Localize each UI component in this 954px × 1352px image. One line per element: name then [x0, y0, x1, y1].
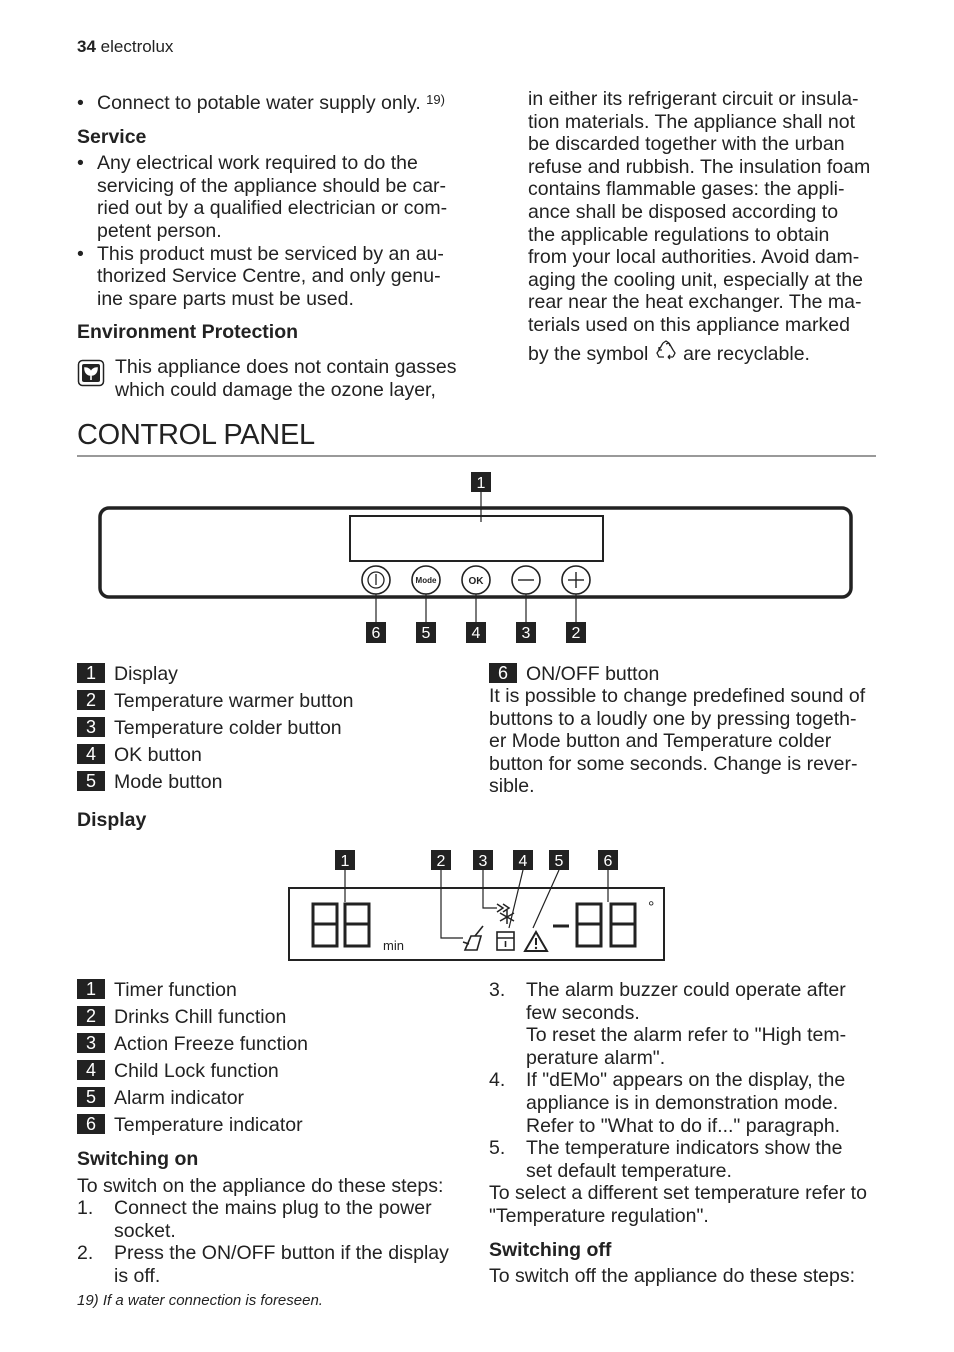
switching-on-heading: Switching on	[77, 1148, 199, 1170]
sound-note: It is possible to change predefined sound of buttons to a loudly one by pressing togeth- er Mode button and Temperature colder button for some seconds. Change is rever- sible.	[489, 685, 866, 798]
display-legend	[77, 977, 308, 1139]
minus-button[interactable]	[512, 566, 540, 594]
degree-sign: °	[648, 899, 655, 916]
panel-label-4	[466, 622, 486, 643]
footnote-ref: 19)	[426, 92, 445, 107]
environment-icon	[77, 359, 105, 387]
plus-button[interactable]	[562, 566, 590, 594]
environment-heading: Environment Protection	[77, 321, 299, 344]
legend-item: 1 Display	[77, 661, 354, 688]
legend-item: 3 Temperature colder button	[77, 715, 354, 742]
right-steps: 3. The alarm buzzer could operate after few seconds. To reset the alarm refer to "High tem- perature alarm". 4. If "dEMo" appears on the display, the appliance is in demonstration mode. Refer to "What to do if..." paragraph. 5. The temperature indicators show the set default temperature. To select a different set temperature refer to "Temperature regulation". Switching off To switch off the appliance do these steps:	[489, 979, 889, 1288]
svg-text:4: 4	[471, 625, 481, 642]
legend-item: 2 Temperature warmer button	[77, 688, 354, 715]
display-labels	[335, 850, 618, 870]
legend-item: 4 Child Lock function	[77, 1058, 308, 1085]
panel-legend-left	[77, 661, 354, 796]
recycle-icon	[654, 339, 678, 363]
step-3: 3. The alarm buzzer could operate after few seconds. To reset the alarm refer to "High tem- perature alarm".	[489, 979, 847, 1069]
svg-text:2: 2	[436, 853, 446, 870]
svg-text:6: 6	[603, 853, 613, 870]
svg-text:5: 5	[554, 853, 564, 870]
ok-icon	[469, 576, 485, 587]
legend-item: 5 Alarm indicator	[77, 1085, 308, 1112]
section-divider	[77, 455, 876, 457]
footnote: 19) If a water connection is foreseen.	[77, 1292, 323, 1309]
panel-legend-right	[489, 661, 889, 798]
svg-text:Mode: Mode	[415, 576, 437, 585]
panel-label-2	[566, 622, 586, 643]
svg-text:6: 6	[371, 625, 381, 642]
legend-item: 3 Action Freeze function	[77, 1031, 308, 1058]
environment-note: This appliance does not contain gasses which could damage the ozone layer,	[77, 356, 477, 401]
panel-label-6	[366, 622, 386, 643]
step-2: 2. Press the ON/OFF button if the display is off.	[77, 1242, 449, 1287]
svg-text:3: 3	[478, 853, 488, 870]
child-lock-icon	[497, 932, 514, 950]
service-bullet-2: • This product must be serviced by an au- thorized Service Centre, and only genu- ine spare parts must be used.	[77, 243, 477, 311]
svg-text:OK: OK	[468, 576, 484, 587]
switching-off-heading: Switching off	[489, 1238, 612, 1261]
switching-off-intro: To switch off the appliance do these steps:	[489, 1265, 856, 1288]
legend-item: 5 Mode button	[77, 769, 354, 796]
service-bullet-1: • Any electrical work required to do the servicing of the appliance should be car- ried out by a qualified electrician or com- petent person.	[77, 152, 477, 242]
panel-label-1: 1	[476, 475, 486, 492]
switching-on-section	[77, 1148, 477, 1288]
display-heading: Display	[77, 809, 147, 831]
mode-button[interactable]	[412, 566, 440, 594]
action-freeze-icon	[497, 904, 514, 924]
mode-icon	[416, 576, 437, 585]
legend-item: 4 OK button	[77, 742, 354, 769]
svg-text:5: 5	[421, 625, 431, 642]
temperature-note: To select a different set temperature refer to	[489, 1182, 867, 1205]
temperature-digits	[553, 904, 635, 946]
step-4: 4. If "dEMo" appears on the display, the appliance is in demonstration mode. Refer to "What to do if..." paragraph.	[489, 1069, 846, 1137]
display-diagram	[285, 846, 670, 966]
switching-on-intro: To switch on the appliance do these steps:	[77, 1174, 444, 1197]
brand-name: electrolux	[100, 37, 174, 56]
legend-item: 6 ON/OFF button	[489, 661, 889, 685]
svg-text:4: 4	[518, 853, 528, 870]
step-1: 1. Connect the mains plug to the power socket.	[77, 1197, 432, 1242]
alarm-icon	[525, 932, 547, 951]
panel-display-window	[350, 516, 603, 561]
ok-button[interactable]	[462, 566, 490, 594]
right-column: in either its refrigerant circuit or insula- tion materials. The appliance shall not be discarded together with the urban refuse and rubbish. The insulation foam contains flammable gases: the appli- ance shall be disposed according to the applicable regulations to obtain from your local authorities. Avoid dam- aging the cooling unit, especially at the rear near the heat exchanger. The ma- terials used on this appliance marked by the symbol are recyclable.	[528, 88, 871, 365]
power-button[interactable]	[362, 566, 390, 594]
service-heading: Service	[77, 125, 147, 148]
page-header	[77, 37, 173, 57]
svg-text:2: 2	[571, 625, 581, 642]
step-5: 5. The temperature indicators show the set default temperature.	[489, 1137, 843, 1182]
panel-label-3	[516, 622, 536, 643]
svg-text:3: 3	[521, 625, 531, 642]
panel-label-5	[416, 622, 436, 643]
section-title: CONTROL PANEL	[77, 419, 315, 451]
legend-item: 2 Drinks Chill function	[77, 1004, 308, 1031]
drinks-chill-icon	[463, 926, 483, 950]
legend-item: 1 Timer function	[77, 977, 308, 1004]
bullet-potable: • Connect to potable water supply only. $^{19)}$	[77, 92, 477, 115]
left-column	[77, 92, 477, 401]
timer-digits	[313, 904, 369, 946]
min-unit: min	[383, 938, 404, 953]
control-panel-diagram	[95, 468, 860, 650]
page-number: 34	[77, 37, 96, 56]
legend-item: 6 Temperature indicator	[77, 1112, 308, 1139]
svg-text:1: 1	[340, 853, 350, 870]
